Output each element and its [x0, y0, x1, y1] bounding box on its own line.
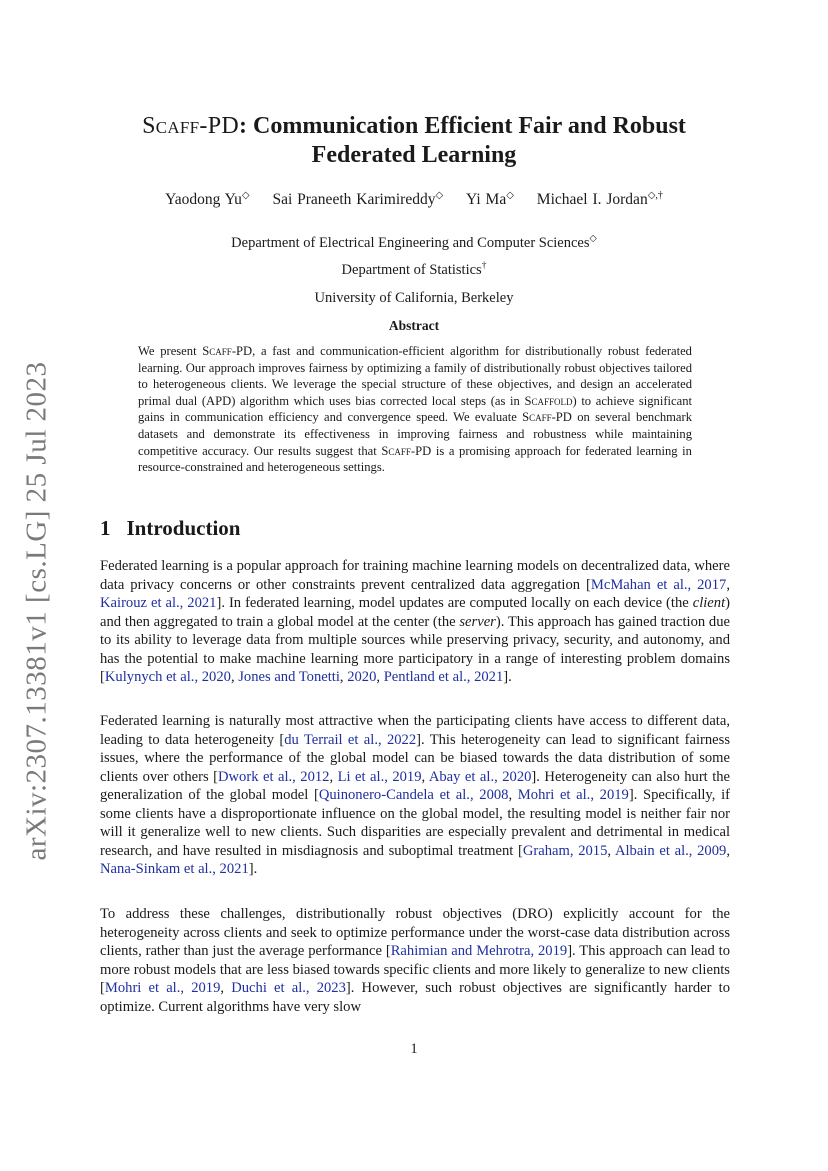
author-list [100, 190, 728, 209]
arxiv-identifier: arXiv:2307.13381v1 [cs.LG] 25 Jul 2023 [20, 361, 53, 861]
paper-title [90, 112, 738, 170]
affiliation: Department of Electrical Engineering and Computer Sciences◇ [231, 234, 597, 251]
citation-link[interactable]: Li et al., 2019 [337, 768, 422, 785]
citation-link[interactable]: 2020 [347, 669, 377, 685]
author: Michael I. Jordan◇,† [536, 190, 663, 209]
citation-link[interactable]: Abay et al., 2020 [428, 768, 532, 785]
title-line2: Federated Learning [311, 142, 517, 168]
citation-link[interactable]: Kulynych et al., 2020 [104, 669, 231, 685]
citation-link[interactable]: Dwork et al., 2012 [217, 768, 330, 785]
affiliations [100, 228, 728, 310]
citation-link[interactable]: du Terrail et al., 2022 [284, 731, 417, 748]
title-method-name: Scaff-PD [142, 113, 240, 139]
section-number: 1 [100, 516, 111, 540]
affiliation: Department of Statistics† [341, 261, 487, 279]
citation-link[interactable]: Rahimian and Mehrotra, 2019 [390, 943, 568, 959]
citation-link[interactable]: Mohri et al., 2019 [517, 787, 629, 803]
title-line1-rest: : Communication Efficient Fair and Robust [239, 113, 686, 139]
citation-link[interactable]: Pentland et al., 2021 [383, 669, 504, 685]
citation-link[interactable]: Albain et al., 2009 [614, 842, 727, 859]
paragraph: Federated learning is a popular approach for training machine learning models on decentralized data, where data privacy concerns or other constraints prevent centralized data aggregation [McMahan et al., 2017, Kairouz et al., 2021]. In federated learning, model updates are computed locally on each device (the client) and then aggregated to train a global model at the center (the server). This approach has gained traction due to its ability to leverage data from multiple sources while preserving privacy, security, and autonomy, and has the potential to make machine learning more participatory in a range of interesting problem domains [Kulynych et al., 2020, Jones and Tonetti, 2020, Pentland et al., 2021]. [100, 558, 731, 685]
author: Yi Ma◇ [466, 190, 514, 209]
abstract-heading: Abstract [388, 318, 440, 333]
paragraph: To address these challenges, distributionally robust objectives (DRO) explicitly account for the heterogeneity across clients and seek to optimize performance under the worst-case data distribution across clients, rather than just the average performance [Rahimian and Mehrotra, 2019]. This approach can lead to more robust models that are less biased towards specific clients and more likely to generalize to new clients [Mohri et al., 2019, Duchi et al., 2023]. However, such robust objectives are significantly harder to optimize. Current algorithms have very slow [100, 906, 730, 1015]
author: Yaodong Yu◇ [165, 190, 250, 209]
abstract-body: We present Scaff-PD, a fast and communication-efficient algorithm for distributionally robust federated learning. Our approach improves fairness by optimizing a family of distributionally robust objectives tailored to heterogeneous clients. We leverage the special structure of these objectives, and design an accelerated primal dual (APD) algorithm which uses bias corrected local steps (as in Scaffold) to achieve significant gains in communication efficiency and convergence speed. We evaluate Scaff-PD on several benchmark datasets and demonstrate its effectiveness in improving fairness and robustness while maintaining competitive accuracy. Our results suggest that Scaff-PD is a promising approach for federated learning in resource-constrained and heterogeneous settings. [138, 344, 692, 475]
citation-link[interactable]: Mohri et al., 2019 [104, 980, 221, 996]
author: Sai Praneeth Karimireddy◇ [272, 190, 444, 209]
section-heading-introduction [100, 516, 240, 541]
citation-link[interactable]: Graham, 2015 [522, 842, 608, 859]
citation-link[interactable]: Kairouz et al., 2021 [100, 595, 217, 611]
citation-link[interactable]: Jones and Tonetti [238, 669, 340, 685]
arxiv-watermark [20, 361, 53, 861]
citation-link[interactable]: McMahan et al., 2017 [590, 576, 727, 593]
citation-link[interactable]: Duchi et al., 2023 [231, 980, 346, 996]
paragraph: Federated learning is naturally most attractive when the participating clients have access to different data, leading to data heterogeneity [du Terrail et al., 2022]. This heterogeneity can lead to significant fairness issues, where the performance of the global model can be biased towards the data distribution of some clients over others [Dwork et al., 2012, Li et al., 2019, Abay et al., 2020]. Heterogeneity can also hurt the generalization of the global model [Quinonero-Candela et al., 2008, Mohri et al., 2019]. Specifically, if some clients have a disproportionate influence on the global model, the resulting model is neither fair nor will it generalize well to new clients. Such disparities are especially prevalent and detrimental in medical research, and have resulted in misdiagnosis and suboptimal treatment [Graham, 2015, Albain et al., 2009, Nana-Sinkam et al., 2021]. [100, 713, 731, 877]
affiliation: University of California, Berkeley [314, 289, 514, 306]
citation-link[interactable]: Quinonero-Candela et al., 2008 [318, 787, 509, 803]
section-title: Introduction [126, 516, 241, 540]
citation-link[interactable]: Nana-Sinkam et al., 2021 [100, 861, 249, 877]
page-number: 1 [410, 1041, 418, 1057]
